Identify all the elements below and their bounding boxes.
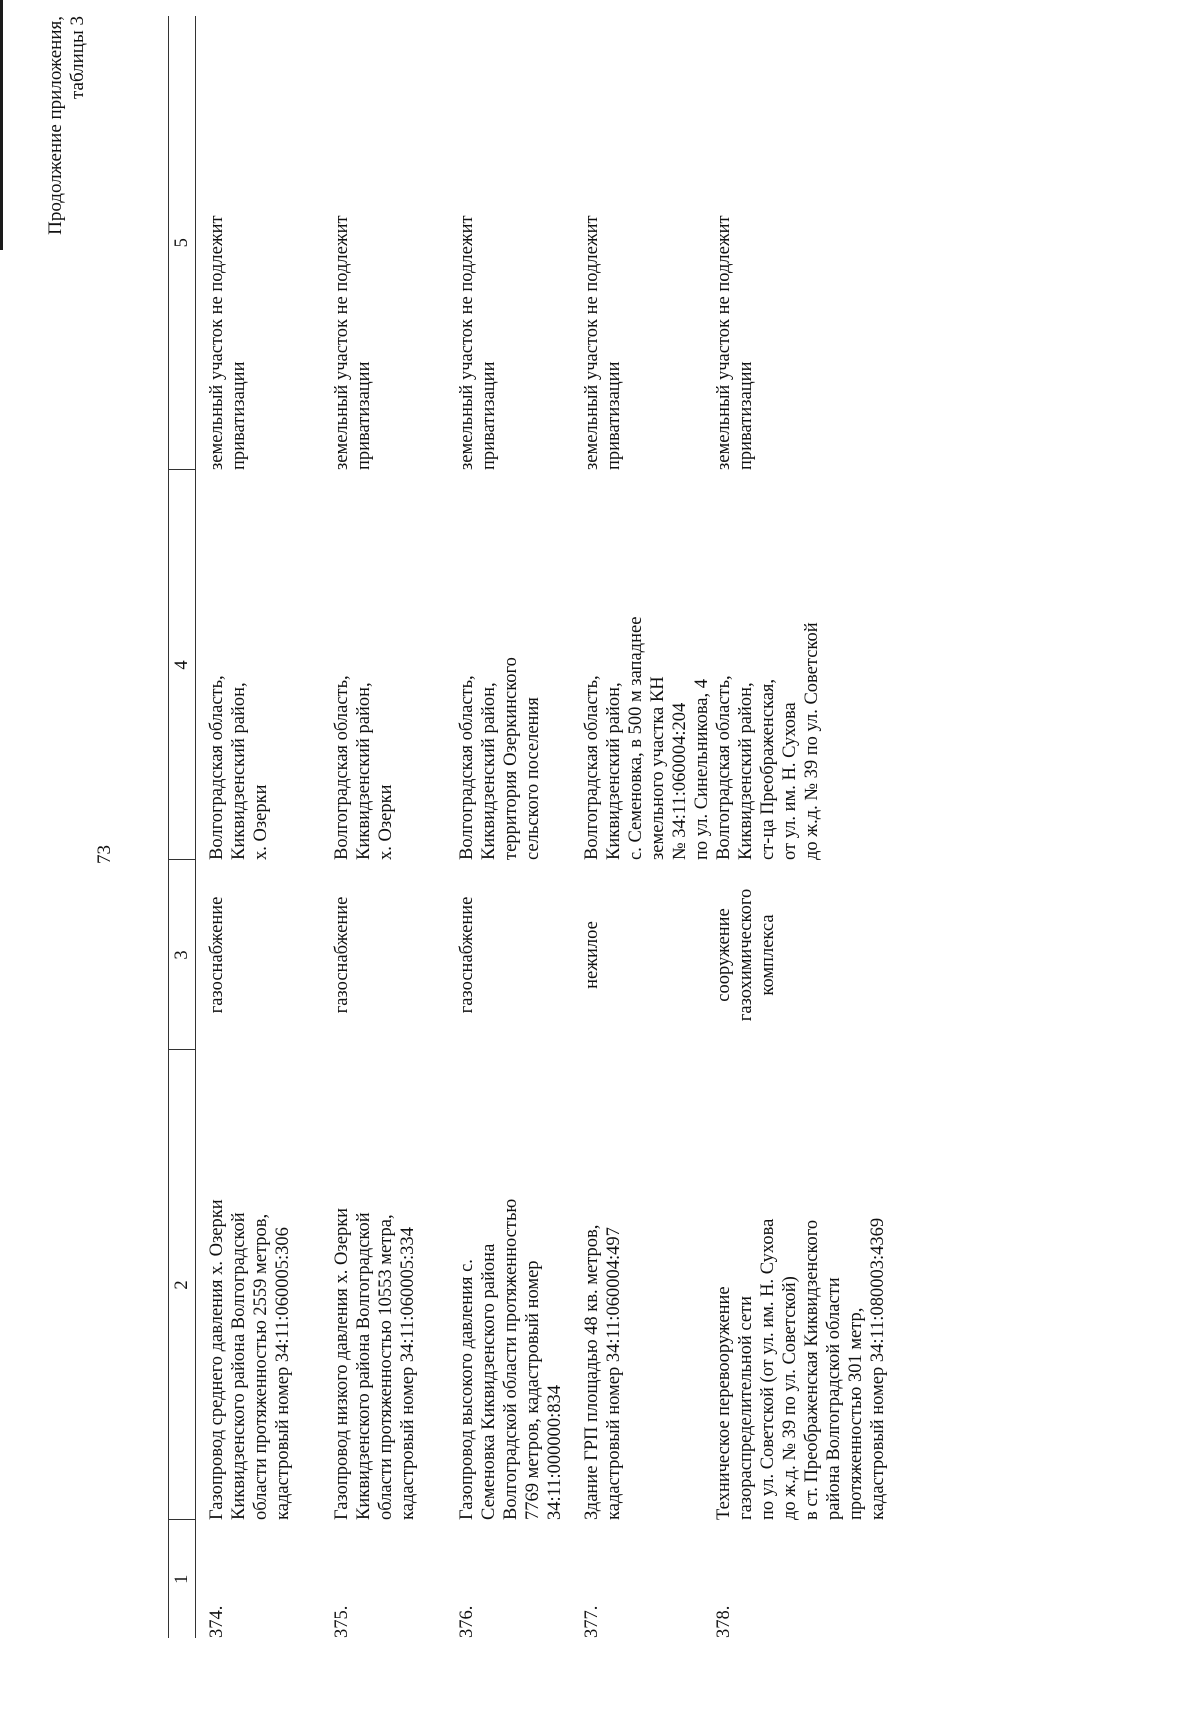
continuation-note-line2: таблицы 3 [67,16,88,99]
object-purpose: нежилое [582,921,602,989]
scan-edge-line [0,0,3,250]
object-address: Волгоградская область, Киквидзенский район, территория Озеркинского сельского поселения [457,657,543,860]
property-table [168,16,903,1638]
column-header: 1 [169,1520,196,1638]
column-header: 4 [169,470,196,860]
object-name: Газопровод среднего давления х. Озерки Киквидзенского района Волгоградской области протяженностью 2559 метров, кадастровый номер 34:11:060005:306 [207,1199,293,1520]
column-header: 2 [169,1050,196,1520]
object-note: земельный участок не подлежит приватизации [457,215,499,470]
object-name: Газопровод высокого давления с. Семеновка Киквидзенского района Волгоградской области протяженностью 7769 метров, кадастровый номер 34:11:000000:834 [457,1198,565,1520]
object-purpose: газоснабжение [457,896,477,1014]
table-row [713,16,903,1638]
object-note: земельный участок не подлежит приватизации [714,215,756,470]
table-row [581,16,713,1638]
page-number: 73 [94,845,115,864]
object-purpose: газоснабжение [332,896,352,1014]
table-row [206,16,331,1638]
object-address: Волгоградская область, Киквидзенский район, х. Озерки [207,675,271,860]
table-row [456,16,581,1638]
object-purpose: сооружение газохимического комплекса [714,888,778,1022]
object-name: Газопровод низкого давления х. Озерки Киквидзенского района Волгоградской области протяженностью 10553 метра, кадастровый номер 34:11:060005:334 [332,1207,418,1520]
row-number: 374. [207,1605,227,1638]
column-header: 3 [169,860,196,1050]
continuation-note [45,16,89,235]
table-row [331,16,456,1638]
object-purpose: газоснабжение [207,896,227,1014]
object-name: Техническое перевооружение газораспределительной сети по ул. Советской (от ул. им. Н. Сухова до ж.д. № 39 по ул. Советской) в ст. Преображенская Киквидзенского района Волгоградской области протяженностью 301 метр, кадастровый номер 34:11:080003:4369 [714,1217,888,1520]
object-address: Волгоградская область, Киквидзенский район, с. Семеновка, в 500 м западнее земельного участка КН № 34:11:060004:204 по ул. Синельникова, 4 [582,616,712,860]
row-number: 378. [714,1605,734,1638]
object-address: Волгоградская область, Киквидзенский район, х. Озерки [332,675,396,860]
object-note: земельный участок не подлежит приватизации [207,215,249,470]
column-number-header [169,16,196,1638]
object-name: Здание ГРП площадью 48 кв. метров, кадастровый номер 34:11:060004:497 [582,1224,624,1520]
row-number: 377. [582,1605,602,1638]
object-note: земельный участок не подлежит приватизации [332,215,374,470]
continuation-note-line1: Продолжение приложения, [45,16,66,235]
column-header: 5 [169,16,196,470]
row-number: 376. [457,1605,477,1638]
object-note: земельный участок не подлежит приватизации [582,215,624,470]
row-number: 375. [332,1605,352,1638]
object-address: Волгоградская область, Киквидзенский район, ст-ца Преображенская, от ул. им. Н. Сухова до ж.д. № 39 по ул. Советской [714,622,822,860]
